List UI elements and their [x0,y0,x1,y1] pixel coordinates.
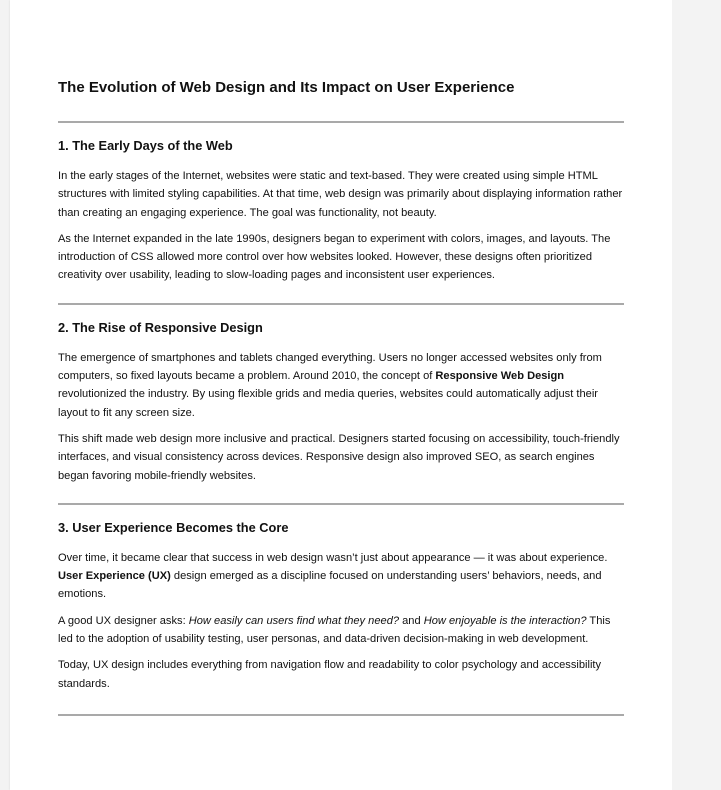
paragraph: Today, UX design includes everything from navigation flow and readability to color psychology and accessibility standards. [58,659,602,690]
section-heading: 3. User Experience Becomes the Core [58,519,289,535]
document-title: The Evolution of Web Design and Its Impact on User Experience [58,79,515,96]
section-heading: 1. The Early Days of the Web [58,138,233,153]
italic-question: How enjoyable is the interaction? [423,614,587,627]
paragraph [58,612,624,649]
paragraph: This shift made web design more inclusive and practical. Designers started focusing on accessibility, touch-friendly interfaces, and visual consistency across devices. Responsive design also improved SEO, as search engines began favoring mobile-friendly websites. [58,432,620,482]
section-responsive-design [58,319,624,485]
bold-term: User Experience (UX) [58,570,171,583]
text-run: design emerged as a discipline focused on understanding users’ behaviors, needs, and emotions. [58,570,602,601]
section-heading: 2. The Rise of Responsive Design [58,319,263,335]
section-early-days [58,137,624,285]
text-run: This led to the adoption of usability testing, user personas, and data-driven decision-making in web development. [58,614,611,646]
paragraph: As the Internet expanded in the late 1990s, designers began to experiment with colors, images, and layouts. The introduction of CSS allowed more control over how websites looked. However, these designs often prioritized creativity over usability, leading to slow-loading pages and inconsistent user experiences. [58,232,611,282]
section-user-experience [58,519,624,693]
text-run: Over time, it became clear that success in web design wasn’t just about appearance — it was about experience. [58,551,608,564]
paragraph [58,549,624,604]
text-run: revolutionized the industry. By using flexible grids and media queries, websites could automatically adjust their layout to fit any screen size. [58,388,598,419]
section-divider [58,714,624,716]
document-body [58,78,624,716]
text-run: and [399,614,424,627]
paragraph: In the early stages of the Internet, websites were static and text-based. They were created using simple HTML structures with limited styling capabilities. At that time, web design was primarily about displaying information rather than creating an engaging experience. The goal was functionality, not beauty. [58,170,623,219]
text-run: A good UX designer asks: [58,614,189,627]
text-run: The emergence of smartphones and tablets changed everything. Users no longer accessed websites only from computers, so fixed layouts became a problem. Around 2010, the concept of [58,351,602,383]
document-margin-area[interactable] [672,0,721,790]
bold-term: Responsive Web Design [435,370,565,383]
section-divider [58,503,624,505]
document-page [10,0,672,790]
section-divider [58,121,624,123]
italic-question: How easily can users find what they need? [188,614,400,627]
section-divider [58,303,624,305]
paragraph [58,349,624,422]
